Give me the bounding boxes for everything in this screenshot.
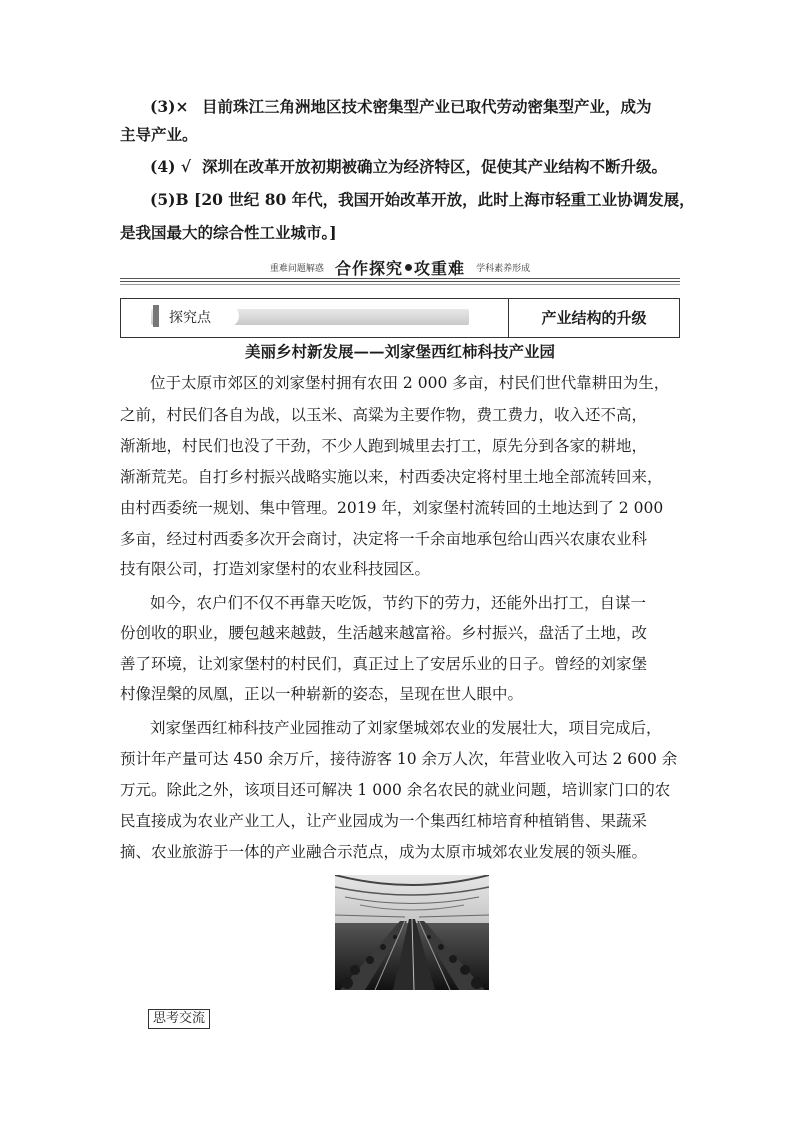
explore-topic: 产业结构的升级 bbox=[541, 309, 647, 327]
answer-3-label: (3)× bbox=[150, 97, 189, 116]
greenhouse-illustration bbox=[335, 875, 489, 990]
article-line: 摘、农业旅游于一体的产业融合示范点，成为太原市城郊农业发展的领头雁。 bbox=[120, 843, 648, 861]
article-line: 善了环境，让刘家堡村的村民们，真正过上了安居乐业的日子。曾经的刘家堡 bbox=[120, 655, 648, 673]
explore-tab bbox=[153, 305, 239, 327]
article-line: 由村西委统一规划、集中管理。2019 年，刘家堡村流转回的土地达到了 2 000 bbox=[120, 499, 664, 517]
article-line: 渐渐地，村民们也没了干劲，不少人跑到城里去打工，原先分到各家的耕地， bbox=[120, 437, 648, 455]
article-line: 村像涅槃的凤凰，正以一种崭新的姿态，呈现在世人眼中。 bbox=[120, 685, 524, 703]
answer-3 bbox=[120, 96, 680, 118]
answer-5-continued: 是我国最大的综合性工业城市。] bbox=[120, 223, 337, 242]
article-line: 如今，农户们不仅不再靠天吃饭，节约下的劳力，还能外出打工，自谋一 bbox=[150, 594, 647, 612]
divider-title-b: 攻重难 bbox=[414, 259, 466, 278]
divider-heading bbox=[120, 256, 680, 279]
article-line: 刘家堡西红柿科技产业园推动了刘家堡城郊农业的发展壮大，项目完成后， bbox=[150, 719, 662, 737]
article-line: 渐渐荒芜。自打乡村振兴战略实施以来，村西委决定将村里土地全部流转回来， bbox=[120, 468, 663, 486]
article-line: 多亩，经过村西委多次开会商讨，决定将一千余亩地承包给山西兴农康农业科 bbox=[120, 530, 648, 548]
greenhouse-photo bbox=[335, 875, 489, 990]
divider-rule bbox=[120, 284, 680, 285]
answer-3-continued: 主导产业。 bbox=[120, 125, 198, 144]
divider-left-caption: 重难问题解惑 bbox=[269, 264, 324, 274]
explore-point-table bbox=[120, 298, 680, 338]
think-discuss-badge: 思考交流 bbox=[148, 1009, 210, 1029]
section-divider bbox=[120, 256, 680, 286]
answer-4-text: 深圳在改革开放初期被确立为经济特区，促使其产业结构不断升级。 bbox=[202, 157, 668, 176]
answer-4 bbox=[120, 156, 680, 178]
divider-rule bbox=[120, 281, 680, 282]
article-title: 美丽乡村新发展——刘家堡西红柿科技产业园 bbox=[244, 342, 555, 361]
divider-title-a: 合作探究 bbox=[334, 259, 403, 278]
article-line: 预计年产量可达 450 余万斤，接待游客 10 余万人次，年营业收入可达 2 600 余 bbox=[120, 750, 678, 768]
article-line: 位于太原市郊区的刘家堡村拥有农田 2 000 多亩，村民们世代靠耕田为生， bbox=[150, 374, 670, 392]
answer-5 bbox=[120, 189, 695, 211]
divider-dot-icon bbox=[405, 264, 412, 271]
answer-5-label: (5)B bbox=[150, 190, 189, 209]
article-line: 份创收的职业，腰包越来越鼓，生活越来越富裕。乡村振兴，盘活了土地，改 bbox=[120, 624, 648, 642]
article-line: 万元。除此之外，该项目还可解决 1 000 余名农民的就业问题，培训家门口的农 bbox=[120, 781, 671, 799]
article-line: 之前，村民们各自为战，以玉米、高粱为主要作物，费工费力，收入还不高， bbox=[120, 406, 648, 424]
answer-4-label: (4) √ bbox=[150, 157, 192, 176]
article-line: 民直接成为农业产业工人，让产业园成为一个集西红柿培育种植销售、果蔬采 bbox=[120, 812, 648, 830]
explore-tab-label: 探究点 bbox=[169, 310, 211, 326]
article-line: 技有限公司，打造刘家堡村的农业科技园区。 bbox=[120, 560, 431, 578]
answer-5-text: [20 世纪 80 年代，我国开始改革开放，此时上海市轻重工业协调发展， bbox=[194, 190, 695, 209]
divider-right-caption: 学科素养形成 bbox=[476, 264, 531, 274]
answer-3-text: 目前珠江三角洲地区技术密集型产业已取代劳动密集型产业，成为 bbox=[202, 97, 652, 116]
